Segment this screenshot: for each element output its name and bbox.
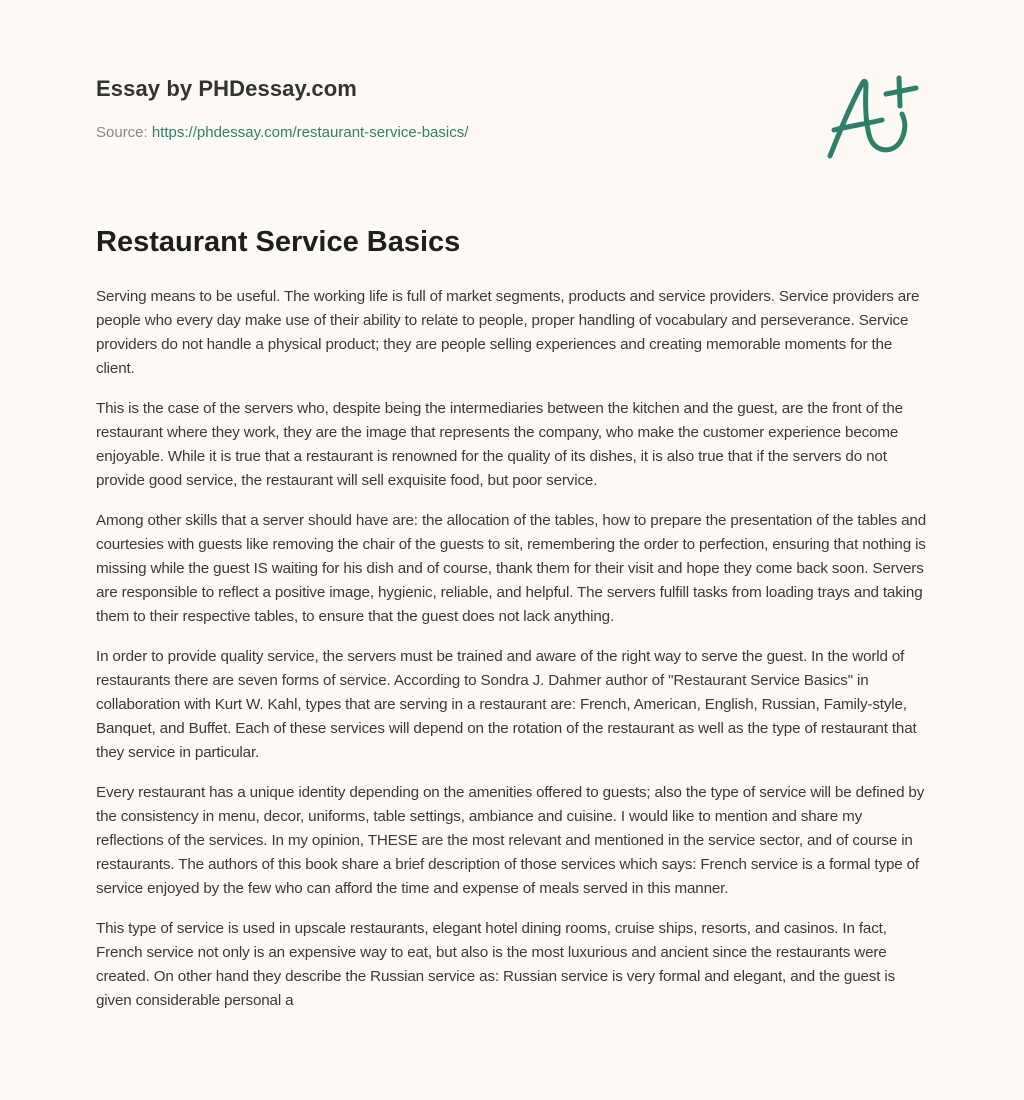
essay-paragraph: Among other skills that a server should have are: the allocation of the tables, how to prepare the presentation of the tables and courtesies with guests like removing the chair of the guests to sit, remembering the order to perfection, ensuring that nothing is missing while the guest IS waiting for his dish and of course, thank them for their visit and hope they come back soon. Servers are responsible to reflect a positive image, hygienic, reliable, and helpful. The servers fulfill tasks from loading trays and taking them to their respective tables, to ensure that the guest does not lack anything. <box>96 512 926 625</box>
page-header <box>96 0 930 200</box>
a-plus-grade-icon <box>820 66 930 166</box>
essay-page <box>96 0 930 1009</box>
essay-paragraph: This type of service is used in upscale restaurants, elegant hotel dining rooms, cruise ships, resorts, and casinos. In fact, French service not only is an expensive way to eat, but also is the most luxurious and ancient since the restaurants were created. On other hand they describe the Russian service as: Russian service is very formal and elegant, and the guest is given considerable personal a <box>96 920 896 1009</box>
source-label: Source: <box>96 124 148 141</box>
essay-paragraph: This is the case of the servers who, despite being the intermediaries between the kitchen and the guest, are the front of the restaurant where they work, they are the image that represents the company, who make the customer experience become enjoyable. While it is true that a restaurant is renowned for the quality of its dishes, it is also true that if the servers do not provide good service, the restaurant will sell exquisite food, but poor service. <box>96 400 903 489</box>
source-line <box>96 124 468 141</box>
essay-body <box>96 285 930 1029</box>
essay-paragraph: Serving means to be useful. The working life is full of market segments, products and service providers. Service providers are people who every day make use of their ability to relate to people, proper handling of vocabulary and perseverance. Service providers do not handle a physical product; they are people selling experiences and creating memorable moments for the client. <box>96 288 920 377</box>
site-title: Essay by PHDessay.com <box>96 76 357 101</box>
essay-paragraph: In order to provide quality service, the servers must be trained and aware of the right way to serve the guest. In the world of restaurants there are seven forms of service. According to Sondra J. Dahmer author of "Restaurant Service Basics" in collaboration with Kurt W. Kahl, types that are serving in a restaurant are: French, American, English, Russian, Family-style, Banquet, and Buffet. Each of these services will depend on the rotation of the restaurant as well as the type of restaurant that they service in particular. <box>96 648 917 761</box>
source-link[interactable]: https://phdessay.com/restaurant-service-basics/ <box>151 124 469 141</box>
essay-title: Restaurant Service Basics <box>96 226 461 258</box>
essay-paragraph: Every restaurant has a unique identity depending on the amenities offered to guests; also the type of service will be defined by the consistency in menu, decor, uniforms, table settings, ambiance and cuisine. I would like to mention and share my reflections of the services. In my opinion, THESE are the most relevant and mentioned in the service sector, and of course in restaurants. The authors of this book share a brief description of those services which says: French service is a formal type of service enjoyed by the few who can afford the time and expense of meals served in this manner. <box>96 784 925 897</box>
